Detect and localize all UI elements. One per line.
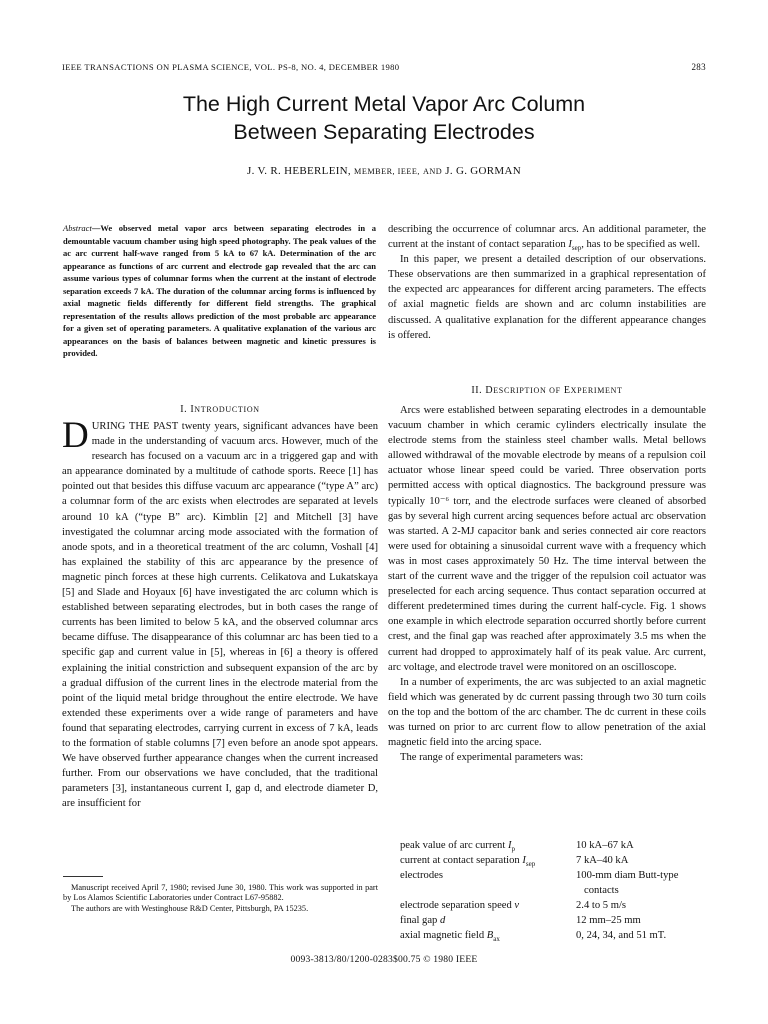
- intro-lead-caps: URING THE PAST: [91, 421, 178, 432]
- experiment-paragraph-1: Arcs were established between separating electrodes in a demountable vacuum chamber in which ceramic cylinders electrically insulate the electrode stems from the stainless steel chamber walls. Metal bellows allowed withdrawal of the movable electrode by means of a repulsion coil actuator whose linear speed could be varied. Three observation ports permitted access with optical diagnostics. The background pressure was typically 10⁻⁶ torr, and the electrode surfaces were cleaned of absorbed gas by several high current arcing sequences before actual arc observation was started. A 2-MJ capacitor bank and series connected air core reactors were used for obtaining a sinusoidal current wave with a frequency which was in most cases approximately 50 Hz. The time interval between the start of the current wave and the trigger of the repulsion coil actuator was preselected for each arcing sequence. Thus contact separation occurred at different predetermined times during the current half-cycle. Fig. 1 shows one example in which electrode separation occurred shortly before current crest, and the final gap was reached after approximately 3.5 ms when the current had dropped to approximately half of its peak value. Arc current, arc voltage, and electrode travel were monitored on an oscilloscope.: [388, 405, 706, 673]
- author-1-role: MEMBER, IEEE,: [354, 167, 420, 176]
- author-and: AND: [422, 167, 443, 176]
- introduction-body: [62, 415, 379, 811]
- title-line-2: Between Separating Electrodes: [233, 120, 535, 144]
- intro-paragraph-cont: describing the occurrence of columnar arcs. An additional parameter, the current at the instant of contact separation $I_{sep}$, has to be specified as well.: [388, 224, 706, 253]
- abstract: [63, 222, 376, 360]
- experiment-paragraph-2: In a number of experiments, the arc was subjected to an axial magnetic field which was generated by dc current passing through two 30 turn coils on the top and the bottom of the arc chamber. The dc current in these coils was turned on prior to arc current flow to allow penetration of the axial magnetic field into the arcing space.: [388, 676, 706, 749]
- intro-paragraph-2: In this paper, we present a detailed description of our observations. These observations are then summarized in a graphical representation of the expected arc appearances for different arcing parameters. The effects of axial magnetic fields are shown and arc column instabilities are discussed. A qualitative explanation for the different appearance changes is offered.: [388, 254, 706, 341]
- paper-title: [0, 90, 768, 146]
- page-number: 283: [691, 62, 706, 72]
- footnote-affiliation: The authors are with Westinghouse R&D Center, Pittsburgh, PA 15235.: [71, 903, 309, 913]
- parameter-label: current at contact separation $I_{sep}$: [400, 855, 536, 869]
- experiment-body: [388, 403, 706, 765]
- introduction-continued: [388, 222, 706, 343]
- parameter-label: peak value of arc current $I_p$: [400, 840, 515, 854]
- parameter-row: [400, 913, 710, 928]
- section-heading-experiment: II. DESCRIPTION OF EXPERIMENT: [471, 385, 623, 396]
- experiment-paragraph-3: The range of experimental parameters was:: [400, 752, 584, 764]
- parameter-label: final gap d: [400, 915, 446, 926]
- parameter-label: electrode separation speed v: [400, 900, 520, 911]
- author-1: J. V. R. HEBERLEIN,: [246, 165, 351, 177]
- parameter-value: 100-mm diam Butt-type contacts: [576, 870, 679, 896]
- parameter-row: [400, 928, 710, 943]
- copyright-line: 0093-3813/80/1200-0283$00.75 © 1980 IEEE: [290, 954, 478, 965]
- running-header: [62, 62, 710, 76]
- parameter-value: 0, 24, 34, and 51 mT.: [576, 930, 667, 941]
- parameter-value: 7 kA–40 kA: [576, 855, 629, 866]
- parameter-label: electrodes: [400, 870, 443, 881]
- parameter-row: [400, 838, 710, 853]
- parameter-value: 12 mm–25 mm: [576, 915, 641, 926]
- intro-paragraph: twenty years, significant advances have been made in the understanding of vacuum arcs. However, much of the research has focused on a vacuum arc in a triggered gap and with an appearance dominated by a multitude of cathode sports. Reece [1] has pointed out that besides this diffuse vacuum arc appearance (“type A” arc) a columnar form of the arc exists when electrodes are separated at levels around 10 kA (“type B” arc). Kimblin [2] and Mitchell [3] have investigated the columnar arcing mode associated with the formation of anode spots, and in a theoretical treatment of the arc column, Voshall [4] has explained the stability of this arc appearance by the presence of magnetic pinch forces at these high currents. Celikatova and Lukatskaya [5] and Slade and Hoyaux [6] have investigated the arc column which is established between separating electrodes, but in both cases the range of currents has been limited to below 5 kA, and the observed columnar arcs became diffuse. The disappearance of this columnar arc has been tied to a specific gap and current value in [5], whereas in [6] a theory is offered explaining the initial constriction and subsequent expansion of the arc by a gradual diffusion of the current lines in the electrode material from the point of the liquid metal bridge throughout the entire electrode. We have extended these experiments over a wide range of parameters and have found that separating electrodes, carrying current in excess of 7 kA, leads to the formation of stable columns [7] even before an anode spot appears. We have observed further appearance changes when the current increased further. From our observations we have concluded, that the traditional parameters [3], instantaneous current I, gap d, and electrode diameter D, are insufficient for: [62, 421, 379, 810]
- section-heading-introduction: I. INTRODUCTION: [180, 404, 260, 415]
- journal-citation: IEEE TRANSACTIONS ON PLASMA SCIENCE, VOL. PS-8, NO. 4, DECEMBER 1980: [62, 62, 400, 72]
- parameter-value: 10 kA–67 kA: [576, 840, 634, 851]
- parameter-row: [400, 898, 710, 913]
- parameter-row: [400, 853, 710, 868]
- footnote-manuscript: Manuscript received April 7, 1980; revised June 30, 1980. This work was supported in part by Los Alamos Scientific Laboratories under Contract L67-95882.: [63, 883, 378, 903]
- footnote: [63, 883, 378, 914]
- parameter-value: 2.4 to 5 m/s: [576, 900, 627, 911]
- abstract-text: —We observed metal vapor arcs between separating electrodes in a demountable vacuum chamber using high speed photography. The peak values of the ac arc current half-wave ranged from 5 kA to 67 kA. Determination of the arc appearance as functions of arc current and electrode gap revealed that the arc can assume various types of columnar forms when the current at the instant of electrode separation exceeds 7 kA. The duration of the columnar arcing forms is influenced by axial magnetic fields differently for different field strengths. The graphical representation of the results allows prediction of the most probable arc appearance for a given set of operating parameters. A qualitative explanation of the various arc appearances on the basis of balances between magnetic and kinetic pressures is provided.: [63, 223, 376, 358]
- parameter-row: [400, 868, 710, 898]
- parameter-list: [400, 838, 710, 943]
- drop-cap: D: [62, 415, 89, 456]
- abstract-lead: Abstract: [63, 223, 92, 233]
- author-2: J. G. GORMAN: [445, 165, 521, 177]
- footnote-divider: [63, 876, 103, 877]
- author-line: [0, 165, 768, 177]
- title-line-1: The High Current Metal Vapor Arc Column: [182, 92, 586, 116]
- parameter-label: axial magnetic field $B_{ax}$: [400, 930, 500, 944]
